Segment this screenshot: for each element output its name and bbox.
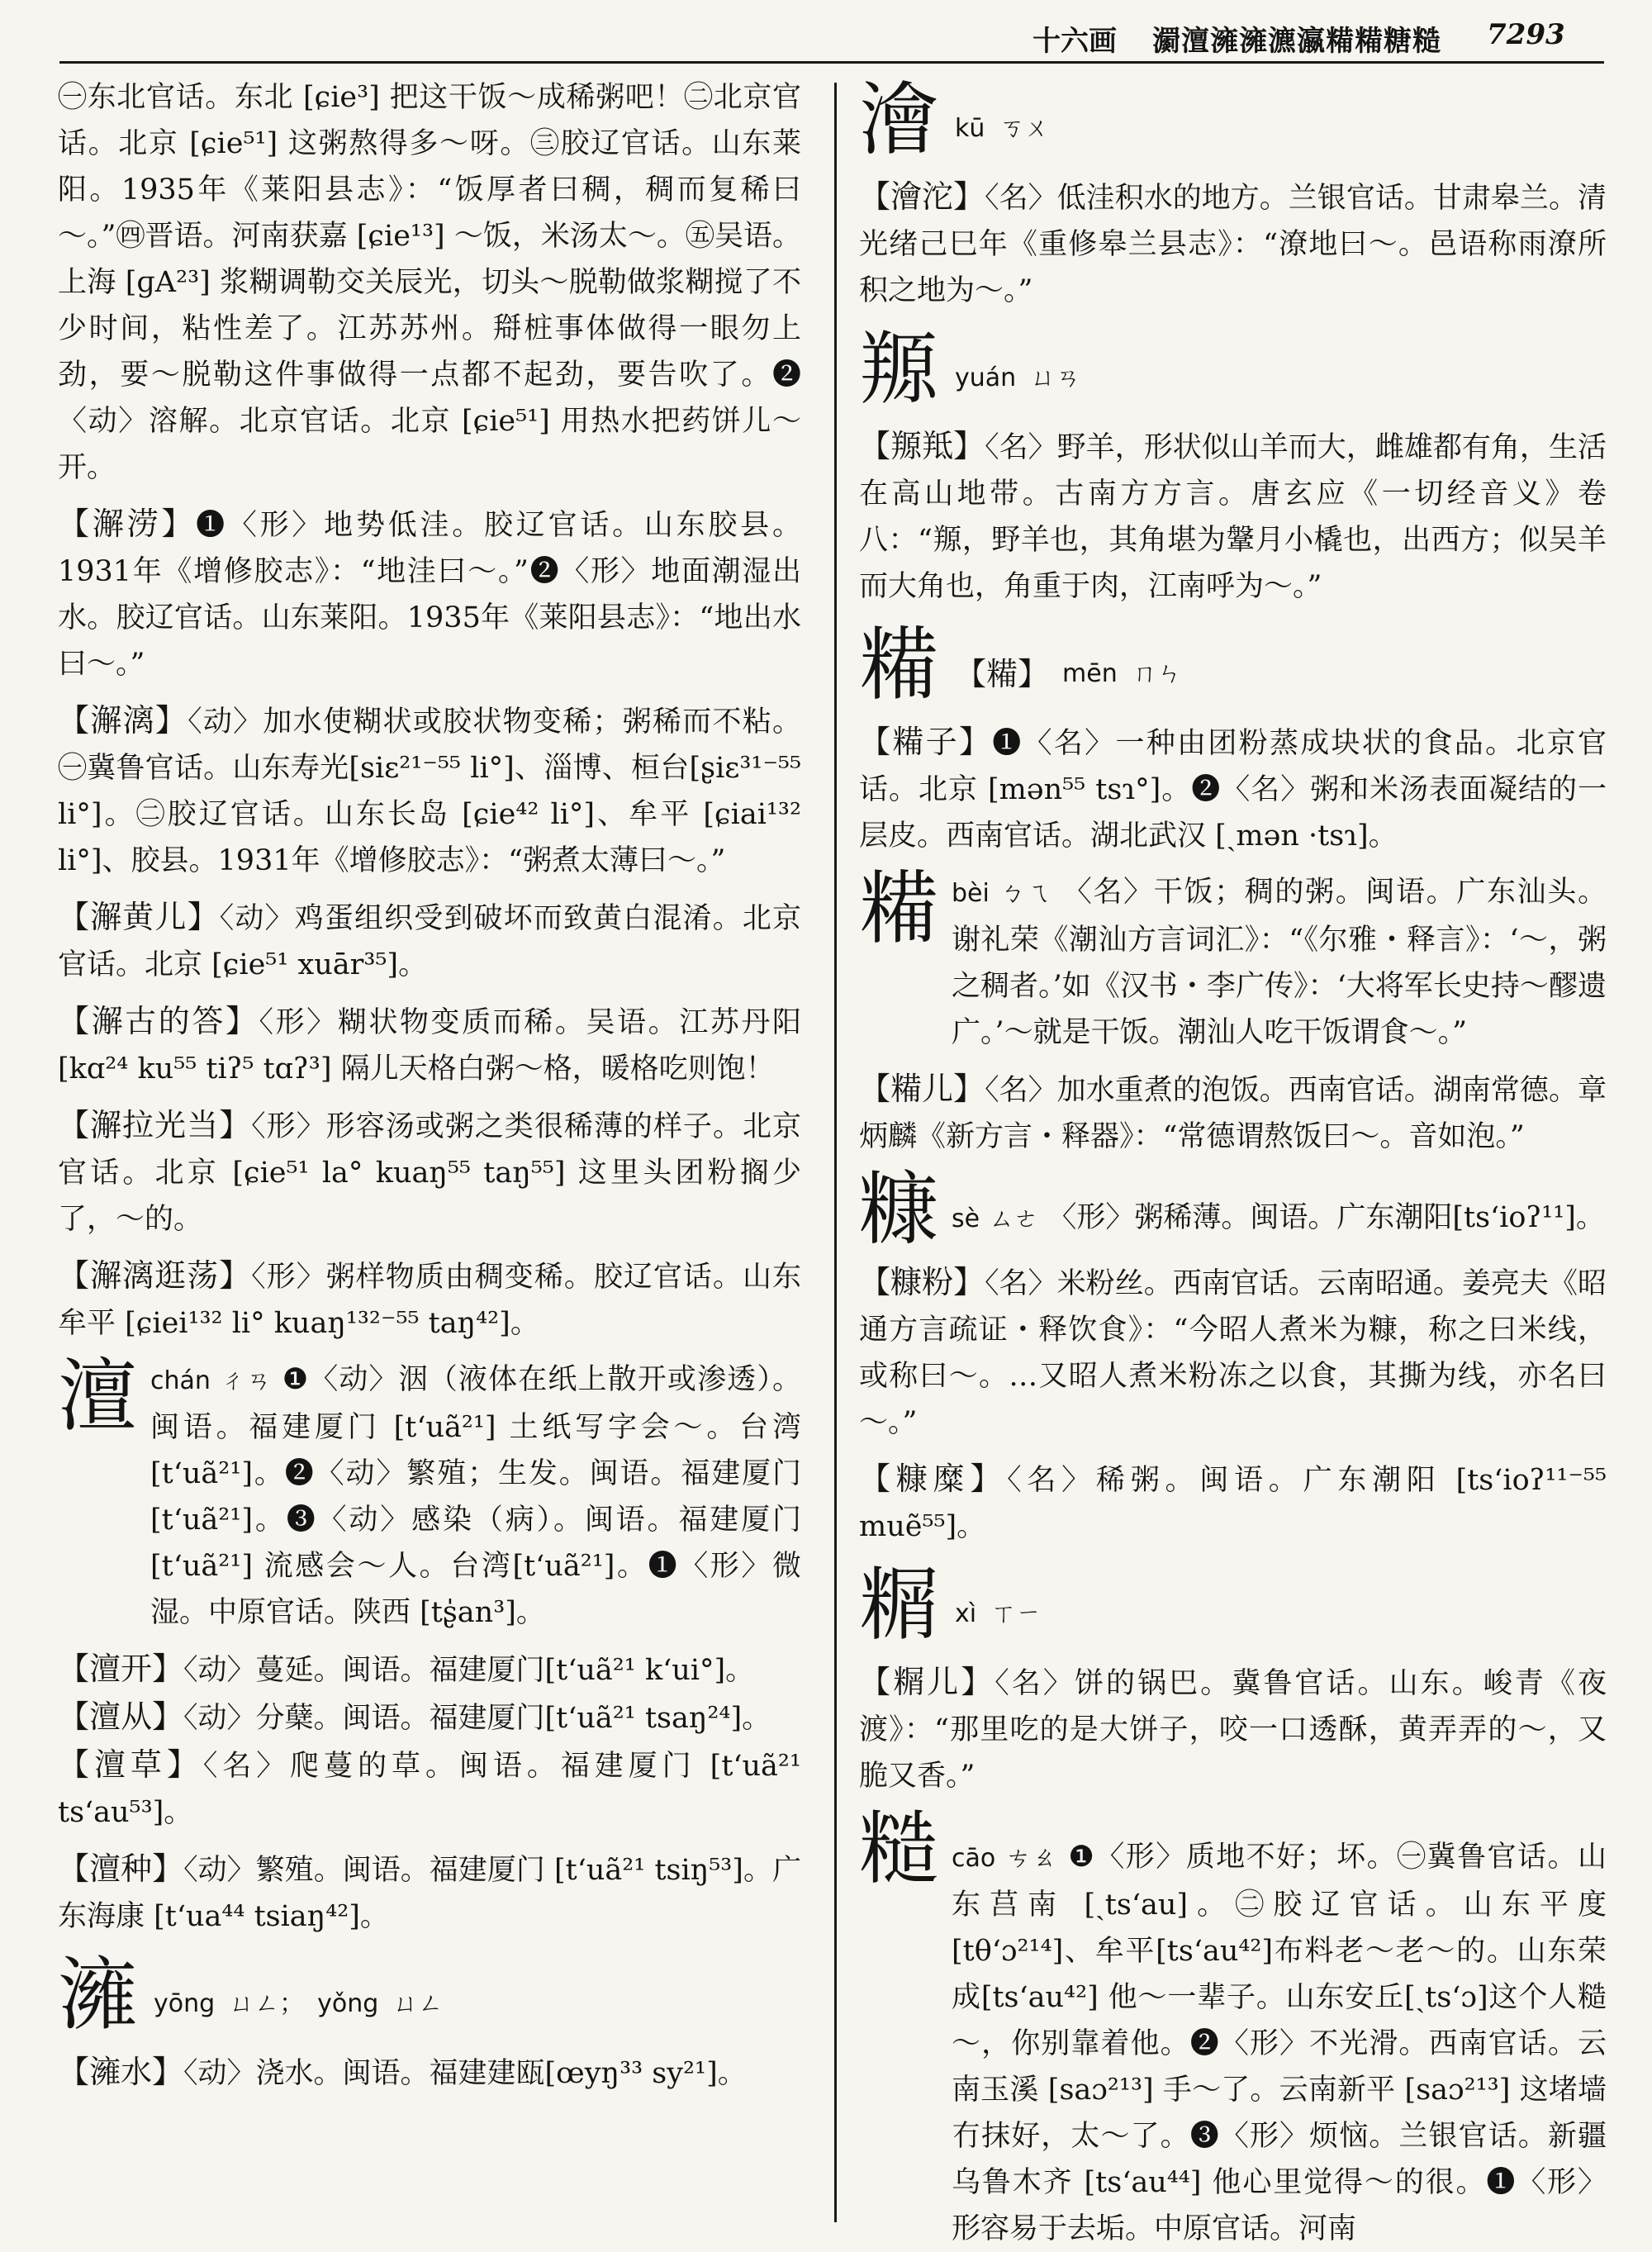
zhuyin: ㄔㄢ (221, 1366, 273, 1395)
entry-kutuo (859, 173, 1607, 314)
left-column (58, 74, 801, 2097)
entry-head: 【澮沱】 (859, 178, 985, 215)
variant-form: 【糒】 (955, 656, 1050, 692)
entry-text: 〈形〉形容汤或粥之类很稀薄的样子。北京官话。北京 [ɕie⁵¹ la° kuaŋ⁵⁵ taŋ⁵⁵] 这里头团粉搁少了，～的。 (58, 1110, 801, 1236)
head-character: 羱 (859, 323, 938, 416)
entry-xielaguangdang (58, 1102, 801, 1242)
header-characters: 瀱澶澭澭瀌瀛糒糒糖糙 (1152, 25, 1441, 58)
entry-text: 〈动〉分蘖。闽语。福建厦门[tʻuã²¹ tsaŋ²⁴]。 (183, 1702, 771, 1735)
entry-text: 〈名〉野羊，形状似山羊而大，雌雄都有角，生活在高山地带。古南方方言。唐玄应《一切经音义》卷八：“羱，野羊也，其角堪为鞶月小橇也，出西方；似吴羊而大角也，角重于肉，江南呼为～。” (859, 431, 1607, 603)
continued-entry: ㊀东北官话。东北 [ɕie³] 把这干饭～成稀粥吧！㊁北京官话。北京 [ɕie⁵¹] 这粥熬得多～呀。㊂胶辽官话。山东莱阳。1935年《莱阳县志》：“饭厚者曰稠，稠而复稀曰～。”㊃晋语。河南获嘉 [ɕie¹³] ～饭，米汤太～。㊄吴语。上海 [ɡA²³] 浆糊调勒交关辰光，切头～脱勒做浆糊搅了不少时间，粘性差了。江苏苏州。搿桩事体做得一眼勿上劲，要～脱勒这件事做得一点都不起劲，要告吹了。❷〈动〉溶解。北京官话。北京 [ɕie⁵¹] 用热水把药饼儿～开。 (58, 81, 801, 484)
entry-head: 【澥漓逛荡】 (58, 1257, 252, 1294)
pinyin: chán (150, 1366, 211, 1395)
pinyin: kū (955, 114, 985, 143)
pinyin: mēn (1062, 659, 1118, 688)
entry-head: 【澶种】 (58, 1851, 184, 1887)
entry-text: 〈名〉稀粥。闽语。广东潮阳 [tsʻioʔ¹¹⁻⁵⁵ muẽ⁵⁵]。 (859, 1464, 1607, 1543)
entry-head: 【羱羝】 (859, 428, 985, 464)
zhuyin: ㄙㄜ (989, 1204, 1039, 1233)
char-entry-cao (859, 1803, 1607, 2252)
entry-head: 【糏儿】 (859, 1664, 995, 1700)
entry-text: 〈形〉粥稀薄。闽语。广东潮阳[tsʻioʔ¹¹]。 (1047, 1201, 1605, 1234)
zhuyin: ㄅㄟ (999, 879, 1052, 908)
pinyin: yuán (955, 363, 1017, 392)
char-entry-yuan (859, 324, 1607, 415)
char-body (952, 1834, 1607, 2252)
head-character: 糠 (859, 1163, 938, 1256)
pinyin: xì (955, 1599, 977, 1628)
pinyin: cāo (952, 1844, 996, 1873)
page-header (0, 0, 1652, 71)
entry-beier (859, 1066, 1607, 1160)
pinyin: bèi (952, 879, 990, 908)
zhuyin-alt: ㄩㄥ (393, 1989, 444, 2018)
entry-head: 【澥古的答】 (58, 1003, 259, 1039)
entry-text: 〈名〉干饭；稠的粥。闽语。广东汕头。谢礼荣《潮汕方言词汇》：“《尔雅・释言》：‘～，粥之稠者。’如《汉书・李广传》：‘大将军长史持～醪遗广。’～就是干饭。潮汕人吃干饭谓食～。” (952, 876, 1607, 1049)
head-character: 澮 (859, 74, 938, 166)
pinyin-alt: yǒng (317, 1989, 379, 2018)
head-character: 糙 (859, 1803, 938, 1895)
char-entry-xi (859, 1560, 1607, 1651)
entry-head: 【澶开】 (58, 1651, 184, 1687)
entry-text: 〈动〉鸡蛋组织受到破坏而致黄白混淆。北京官话。北京 [ɕie⁵¹ xuār³⁵]。 (58, 902, 801, 981)
entry-head: 【澥黄儿】 (58, 899, 220, 935)
entry-text: 〈名〉低洼积水的地方。兰银官话。甘肃皋兰。清光绪己巳年《重修皋兰县志》：“潦地曰～。邑语称雨潦所积之地为～。” (859, 182, 1607, 307)
zhuyin: ㄩㄢ (1031, 363, 1081, 392)
zhuyin: ㄩㄥ； (230, 1989, 305, 2018)
head-character: 糒 (859, 862, 938, 955)
entry-chancong (58, 1694, 801, 1741)
pinyin: yōng (154, 1989, 216, 2018)
head-character: 澭 (58, 1949, 137, 2041)
char-body (150, 1356, 801, 1636)
entry-text: 〈动〉繁殖。闽语。福建厦门 [tʻuã²¹ tsiŋ⁵³]。广东海康 [tʻua⁴⁴ tsiaŋ⁴²]。 (58, 1854, 801, 1933)
entry-semi (859, 1456, 1607, 1550)
zhuyin: ㄒㄧ (991, 1599, 1042, 1628)
entry-text: 〈动〉加水使糊状或胶状物变稀；粥稀而不粘。㊀冀鲁官话。山东寿光[siɛ²¹⁻⁵⁵ li°]、淄博、桓台[ʂiɛ³¹⁻⁵⁵ li°]。㊁胶辽官话。山东长岛 [ɕie⁴² li°]、牟平 [ɕiai¹³² li°]、胶县。1931年《增修胶志》：“粥煮太薄曰～。” (58, 706, 801, 877)
zhuyin: ㄎㄨ (999, 114, 1050, 143)
entry-text: 〈名〉饼的锅巴。冀鲁官话。山东。峻青《夜渡》：“那里吃的是大饼子，咬一口透酥，黄弄弄的～，又脆又香。” (859, 1667, 1607, 1793)
char-entry-bei (859, 862, 1607, 1056)
entry-text: 〈名〉爬蔓的草。闽语。福建厦门 [tʻuã²¹ tsʻau⁵³]。 (58, 1750, 801, 1829)
entry-xielao (58, 501, 801, 687)
entry-head: 【澥漓】 (58, 702, 188, 739)
entry-text: ❶〈形〉质地不好；坏。㊀冀鲁官话。山东莒南 [ˏtsʻau]。㊁胶辽官话。山东平度 [tθʻɔ²¹⁴]、牟平[tsʻau⁴²]布料老～老～的。山东荣成[tsʻau⁴²] 他～一辈子。山东安丘[ˏtsʻɔ]这个人糙～，你别靠着他。❷〈形〉不光滑。西南官话。云南玉溪 [saɔ²¹³] 手～了。云南新平 [saɔ²¹³] 这堵墙冇抹好，太～了。❸〈形〉烦恼。兰银官话。新疆乌鲁木齐 [tsʻau⁴⁴] 他心里觉得～的很。❶〈形〉形容易于去垢。中原官话。河南 (952, 1841, 1607, 2245)
entry-head: 【澥涝】 (58, 506, 197, 542)
header-rule (59, 61, 1604, 64)
column-divider (834, 83, 837, 2222)
zhuyin: ㄇㄣ (1132, 659, 1182, 688)
zhuyin: ㄘㄠ (1005, 1844, 1058, 1873)
entry-text: ❶〈名〉一种由团粉蒸成块状的食品。北京官话。北京 [mən⁵⁵ tsɿ°]。❷〈名〉粥和米汤表面凝结的一层皮。西南官话。湖北武汉 [ˏmən ·tsɿ]。 (859, 727, 1607, 853)
entry-text: ❶〈形〉地势低洼。胶辽官话。山东胶县。1931年《增修胶志》：“地洼曰～。”❷〈形〉地面潮湿出水。胶辽官话。山东莱阳。1935年《莱阳县志》：“地出水曰～。” (58, 509, 801, 681)
char-body (952, 869, 1607, 1056)
entry-text: 〈动〉蔓延。闽语。福建厦门[tʻuã²¹ kʻui°]。 (183, 1654, 755, 1687)
entry-text: 〈形〉糊状物变质而稀。吴语。江苏丹阳 [kɑ²⁴ ku⁵⁵ tiʔ⁵ tɑʔ³] 隔儿天格白粥～格，暖格吃则饱！ (58, 1006, 801, 1086)
char-entry-se (859, 1163, 1607, 1256)
head-character: 澶 (58, 1350, 137, 1442)
head-character: 糏 (859, 1559, 938, 1651)
entry-text: ❶〈动〉洇（液体在纸上散开或渗透）。闽语。福建厦门 [tʻuã²¹] 土纸写字会～。台湾 [tʻuã²¹]。❷〈动〉繁殖；生发。闽语。福建厦门 [tʻuã²¹]。❸〈动〉感染（病）。闽语。福建厦门 [tʻuã²¹] 流感会～人。台湾[tʻuã²¹]。❶〈形〉微湿。中原官话。陕西 [tʂ̍an³]。 (150, 1363, 801, 1629)
entry-sefen (859, 1259, 1607, 1446)
entry-head: 【澶草】 (58, 1746, 203, 1783)
entry-text: 〈名〉米粉丝。西南官话。云南昭通。姜亮夫《昭通方言疏证・释饮食》：“今昭人煮米为糠，称之曰米线，或称曰～。…又昭人煮米粉冻之以食，其撕为线，亦名曰～。” (859, 1267, 1607, 1439)
char-entry-yong (58, 1950, 801, 2041)
entry-text: 〈名〉加水重煮的泡饭。西南官话。湖南常德。章炳麟《新方言・释器》：“常德谓熬饭曰～。音如泡。” (859, 1074, 1607, 1153)
page-number: 7293 (1487, 18, 1565, 51)
char-entry-chan (58, 1350, 801, 1636)
entry-menzi (859, 719, 1607, 859)
char-entry-ku (859, 74, 1607, 165)
entry-yongshui (58, 2049, 801, 2097)
head-character: 糒 (859, 619, 938, 711)
pinyin: sè (952, 1204, 980, 1233)
entry-head: 【澶从】 (58, 1699, 184, 1735)
entry-text: 〈形〉粥样物质由稠变稀。胶辽官话。山东牟平 [ɕiei¹³² li° kuaŋ¹³²⁻⁵⁵ taŋ⁴²]。 (58, 1261, 801, 1340)
entry-head: 【糠粉】 (859, 1264, 985, 1300)
entry-chankai (58, 1646, 801, 1694)
entry-head: 【澭水】 (58, 2054, 184, 2090)
char-entry-men (859, 620, 1607, 710)
char-body (952, 1195, 1607, 1242)
right-column (859, 74, 1607, 2252)
entry-head: 【糒子】 (859, 724, 993, 760)
entry-chanzhong (58, 1846, 801, 1940)
entry-head: 【糒儿】 (859, 1071, 985, 1107)
entry-xier (859, 1659, 1607, 1799)
entry-xieli (58, 697, 801, 884)
entry-text: 〈动〉浇水。闽语。福建建瓯[œyŋ³³ sy²¹]。 (183, 2057, 747, 2090)
entry-yuandi (859, 423, 1607, 610)
section-label: 十六画 (1032, 25, 1117, 58)
entry-xiehuanger (58, 894, 801, 988)
entry-xieliguangdang (58, 1252, 801, 1347)
entry-xiegudeda (58, 998, 801, 1092)
entry-head: 【澥拉光当】 (58, 1107, 252, 1143)
entry-head: 【糠糜】 (859, 1461, 1008, 1497)
entry-chancao (58, 1741, 801, 1836)
